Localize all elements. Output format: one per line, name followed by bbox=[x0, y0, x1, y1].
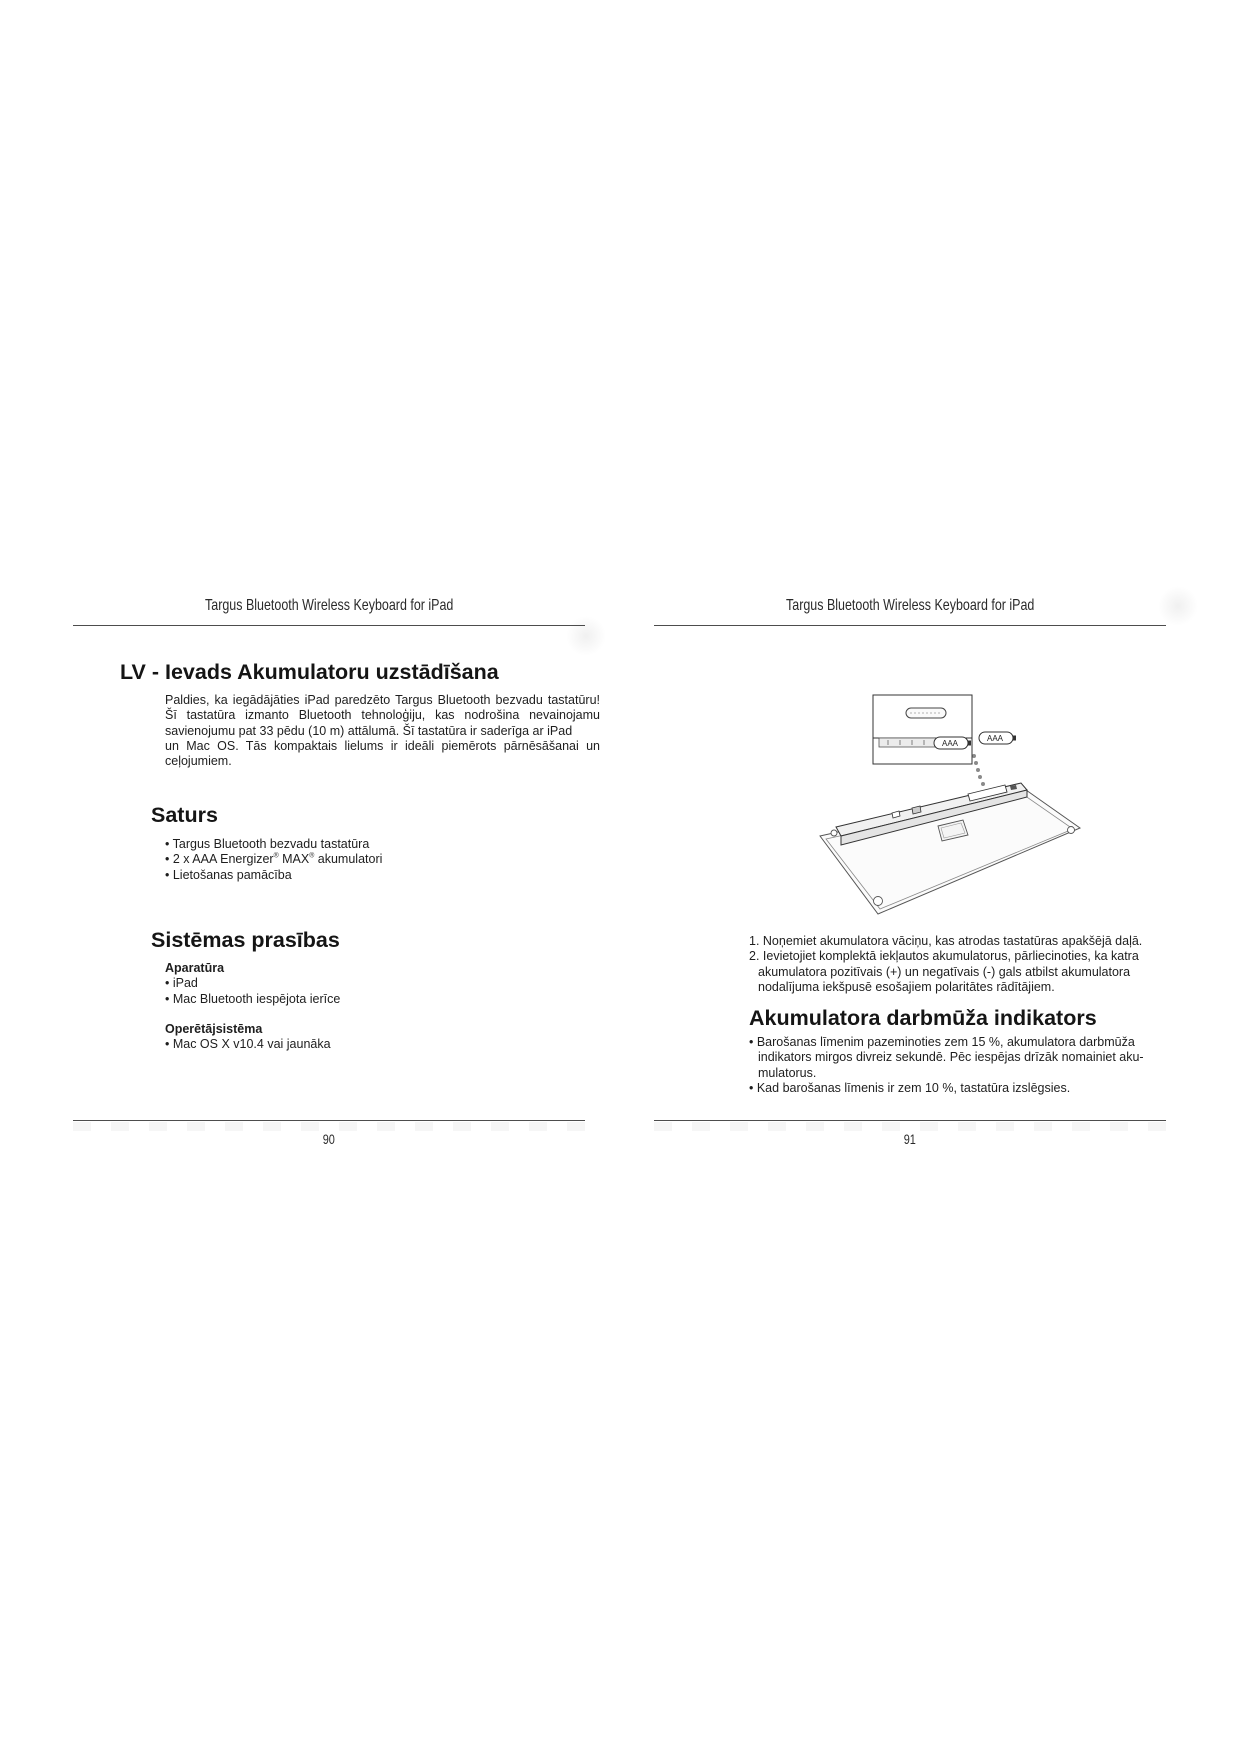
list-item: • iPad bbox=[165, 976, 198, 991]
step-line: nodalījuma iekšpusē esošajiem polaritātes rādītājiem. bbox=[758, 979, 1055, 994]
page-number bbox=[73, 1130, 585, 1148]
installation-steps bbox=[749, 934, 1142, 995]
rubber-foot-icon bbox=[874, 897, 883, 906]
list-item bbox=[749, 1081, 1144, 1096]
page-number-text: 91 bbox=[903, 1131, 917, 1147]
step-line: 1. Noņemiet akumulatora vāciņu, kas atrodas tastatūras apakšējā daļā. bbox=[749, 934, 1143, 948]
step-item bbox=[749, 949, 1142, 995]
page-number-text: 90 bbox=[322, 1131, 336, 1147]
battery-installation-illustration bbox=[810, 690, 1090, 922]
contents-heading: Saturs bbox=[151, 803, 218, 827]
page-number bbox=[654, 1130, 1166, 1148]
keyboard-underside bbox=[820, 783, 1080, 914]
step-item bbox=[749, 934, 1142, 949]
requirements-heading: Sistēmas prasības bbox=[151, 928, 340, 952]
os-label: Operētājsistēma bbox=[165, 1022, 263, 1036]
intro-paragraph bbox=[165, 693, 600, 769]
right-page bbox=[620, 0, 1241, 1754]
running-header-text: Targus Bluetooth Wireless Keyboard for iPad bbox=[785, 597, 1035, 614]
contents-list bbox=[165, 837, 382, 883]
rubber-foot-icon bbox=[1068, 827, 1075, 834]
list-item: • Targus Bluetooth bezvadu tastatūra bbox=[165, 837, 370, 851]
list-item bbox=[749, 1035, 1144, 1081]
running-header bbox=[73, 596, 585, 616]
aaa-battery-icon bbox=[934, 737, 971, 749]
left-page bbox=[0, 0, 620, 1754]
page-title: LV - Ievads Akumulatoru uzstādīšana bbox=[120, 660, 499, 684]
intro-line: Paldies, ka iegādājāties iPad paredzēto Targus Bluetooth bezvadu tastatūru! bbox=[165, 693, 600, 707]
list-line: • Kad barošanas līmenis ir zem 10 %, tastatūra izslēgsies. bbox=[749, 1080, 1071, 1095]
list-item: • Lietošanas pamācība bbox=[165, 867, 292, 882]
battery-label: AAA bbox=[941, 739, 959, 748]
hardware-requirements bbox=[165, 961, 340, 1007]
list-item: • Mac Bluetooth iespējota ierīce bbox=[165, 991, 341, 1006]
rubber-foot-icon bbox=[831, 830, 837, 836]
footer-rule bbox=[73, 1120, 585, 1121]
battery-indicator-heading: Akumulatora darbmūža indikators bbox=[749, 1006, 1097, 1030]
footer-rule bbox=[654, 1120, 1166, 1121]
header-rule bbox=[654, 625, 1166, 626]
intro-line: ceļojumiem. bbox=[165, 754, 232, 769]
list-line: mulatorus. bbox=[758, 1065, 817, 1080]
battery-indicator-list bbox=[749, 1035, 1144, 1096]
scan-artifact bbox=[566, 616, 606, 656]
intro-line: un Mac OS. Tās kompaktais lielums ir ideāli piemērots pārnēsāšanai un bbox=[165, 738, 600, 753]
aaa-battery-icon bbox=[979, 732, 1016, 744]
step-line: akumulatora pozitīvais (+) un negatīvais (-) gals atbilst akumulatora bbox=[758, 964, 1131, 979]
list-item: • Mac OS X v10.4 vai jaunāka bbox=[165, 1037, 331, 1052]
hardware-label: Aparatūra bbox=[165, 961, 225, 975]
step-line: 2. Ievietojiet komplektā iekļautos akumulatorus, pārliecinoties, ka katra bbox=[749, 949, 1139, 964]
running-header-text: Targus Bluetooth Wireless Keyboard for iPad bbox=[204, 597, 454, 614]
header-rule bbox=[73, 625, 585, 626]
battery-compartment-inset bbox=[873, 695, 972, 764]
running-header bbox=[654, 596, 1166, 616]
list-line: indikators mirgos divreiz sekundē. Pēc iespējas drīzāk nomainiet aku- bbox=[758, 1050, 1144, 1065]
insertion-path-dots bbox=[972, 754, 985, 786]
intro-line: Šī tastatūra izmanto Bluetooth tehnoloģiju, kas nodrošina nevainojamu bbox=[165, 708, 600, 723]
battery-label: AAA bbox=[986, 734, 1004, 743]
list-item: • 2 x AAA Energizer® MAX® akumulatori bbox=[165, 852, 383, 867]
os-requirements bbox=[165, 1022, 331, 1053]
list-line: • Barošanas līmenim pazeminoties zem 15 %, akumulatora darbmūža bbox=[749, 1035, 1135, 1049]
intro-line: savienojumu pat 33 pēdu (10 m) attālumā. Šī tastatūra ir saderīga ar iPad bbox=[165, 723, 573, 738]
